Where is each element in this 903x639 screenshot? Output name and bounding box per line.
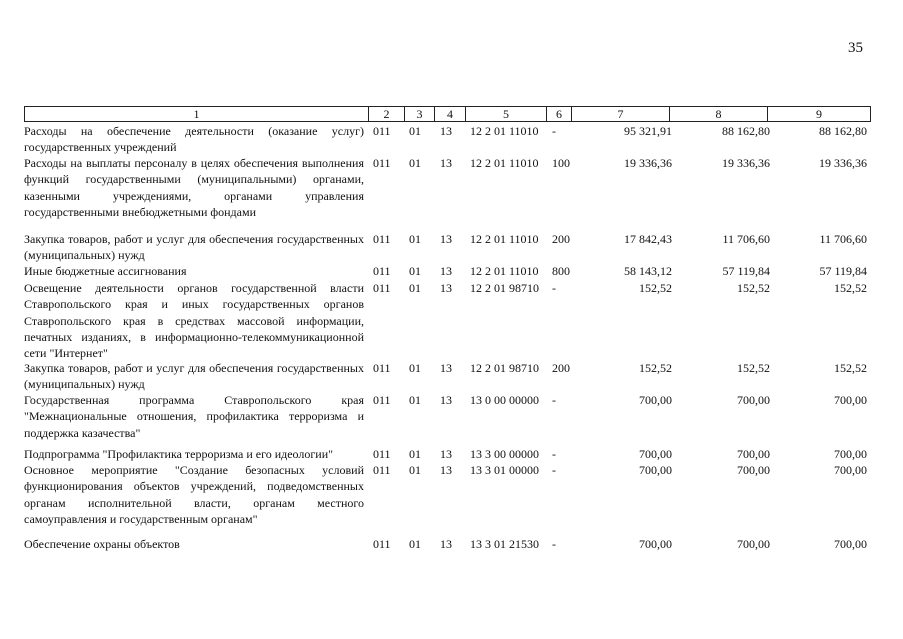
row-amount-col9: 700,00 (834, 537, 867, 551)
row-code-expense-type: 200 (552, 361, 570, 375)
column-header-1: 1 (25, 107, 369, 122)
row-amount-col9: 57 119,84 (819, 264, 867, 278)
row-name: Обеспечение охраны объектов (24, 537, 180, 551)
row-name: Расходы на выплаты персоналу в целях обеспечения выполнения функций государственными (муниципальными) органами, казенными учреждениями, органами управления государственными внебюджетными фондами (24, 156, 364, 219)
row-amount-col8: 152,52 (737, 281, 770, 295)
row-code-target: 12 2 01 11010 (470, 124, 539, 138)
row-code-target: 13 3 00 00000 (470, 447, 539, 461)
row-name: Подпрограмма "Профилактика терроризма и его идеологии" (24, 447, 334, 461)
row-code-section: 01 (409, 124, 421, 138)
column-header-row (24, 106, 871, 122)
row-code-expense-type: - (552, 463, 556, 477)
row-code-ministry: 011 (373, 537, 391, 551)
row-code-subsection: 13 (440, 281, 452, 295)
column-header-9: 9 (768, 107, 871, 122)
row-amount-col9: 88 162,80 (819, 124, 867, 138)
row-code-ministry: 011 (373, 361, 391, 375)
row-amount-col7: 95 321,91 (624, 124, 672, 138)
row-amount-col9: 19 336,36 (819, 156, 867, 170)
row-code-expense-type: - (552, 393, 556, 407)
row-code-subsection: 13 (440, 447, 452, 461)
row-code-ministry: 011 (373, 463, 391, 477)
column-header-7: 7 (572, 107, 670, 122)
row-amount-col7: 700,00 (639, 393, 672, 407)
row-code-target: 12 2 01 98710 (470, 281, 539, 295)
row-code-subsection: 13 (440, 537, 452, 551)
row-code-expense-type: 200 (552, 232, 570, 246)
row-code-subsection: 13 (440, 232, 452, 246)
row-code-ministry: 011 (373, 393, 391, 407)
row-code-expense-type: 100 (552, 156, 570, 170)
row-amount-col7: 152,52 (639, 361, 672, 375)
row-code-ministry: 011 (373, 264, 391, 278)
row-code-target: 12 2 01 11010 (470, 264, 539, 278)
row-name: Закупка товаров, работ и услуг для обеспечения государственных (муниципальных) нужд (24, 361, 364, 392)
row-code-subsection: 13 (440, 264, 452, 278)
row-amount-col8: 152,52 (737, 361, 770, 375)
row-code-target: 13 3 01 00000 (470, 463, 539, 477)
row-code-subsection: 13 (440, 393, 452, 407)
row-amount-col9: 700,00 (834, 393, 867, 407)
row-name: Освещение деятельности органов государственной власти Ставропольского края и иных государственных органов Ставропольского края в средствах массовой информации, печатных изданиях, в информационно-телекоммуникационной сети "Интернет" (24, 281, 364, 361)
row-name: Основное мероприятие "Создание безопасных условий функционирования объектов учреждений, подведомственных органам исполнительной власти, органам местного самоуправления и государственным органам" (24, 463, 364, 526)
row-amount-col8: 700,00 (737, 447, 770, 461)
row-name: Расходы на обеспечение деятельности (оказание услуг) государственных учреждений (24, 124, 364, 155)
row-code-target: 12 2 01 11010 (470, 232, 539, 246)
row-amount-col8: 700,00 (737, 537, 770, 551)
row-code-expense-type: 800 (552, 264, 570, 278)
row-amount-col8: 88 162,80 (722, 124, 770, 138)
row-code-target: 12 2 01 11010 (470, 156, 539, 170)
row-code-subsection: 13 (440, 124, 452, 138)
column-header-5: 5 (466, 107, 547, 122)
row-code-target: 13 3 01 21530 (470, 537, 539, 551)
row-code-section: 01 (409, 361, 421, 375)
row-amount-col8: 19 336,36 (722, 156, 770, 170)
row-code-subsection: 13 (440, 463, 452, 477)
row-code-section: 01 (409, 232, 421, 246)
row-amount-col7: 700,00 (639, 463, 672, 477)
row-code-section: 01 (409, 537, 421, 551)
row-amount-col8: 700,00 (737, 393, 770, 407)
row-code-subsection: 13 (440, 156, 452, 170)
row-code-expense-type: - (552, 281, 556, 295)
row-name: Иные бюджетные ассигнования (24, 264, 187, 278)
row-code-ministry: 011 (373, 281, 391, 295)
row-code-target: 13 0 00 00000 (470, 393, 539, 407)
row-code-section: 01 (409, 281, 421, 295)
row-amount-col7: 58 143,12 (624, 264, 672, 278)
row-amount-col7: 700,00 (639, 537, 672, 551)
column-header-8: 8 (670, 107, 768, 122)
row-amount-col7: 17 842,43 (624, 232, 672, 246)
row-amount-col7: 19 336,36 (624, 156, 672, 170)
row-amount-col8: 57 119,84 (722, 264, 770, 278)
column-header-2: 2 (369, 107, 405, 122)
row-name: Закупка товаров, работ и услуг для обеспечения государственных (муниципальных) нужд (24, 232, 364, 263)
page-number: 35 (848, 40, 863, 56)
row-amount-col9: 700,00 (834, 463, 867, 477)
column-header-6: 6 (547, 107, 572, 122)
row-amount-col9: 11 706,60 (819, 232, 867, 246)
row-code-section: 01 (409, 393, 421, 407)
row-amount-col7: 152,52 (639, 281, 672, 295)
row-amount-col8: 11 706,60 (722, 232, 770, 246)
row-code-section: 01 (409, 156, 421, 170)
row-code-ministry: 011 (373, 232, 391, 246)
row-code-expense-type: - (552, 124, 556, 138)
row-code-ministry: 011 (373, 124, 391, 138)
column-header-4: 4 (435, 107, 466, 122)
row-amount-col9: 700,00 (834, 447, 867, 461)
row-amount-col9: 152,52 (834, 361, 867, 375)
column-header-3: 3 (405, 107, 435, 122)
row-code-section: 01 (409, 264, 421, 278)
row-name: Государственная программа Ставропольского края "Межнациональные отношения, профилактика терроризма и поддержка казачества" (24, 393, 364, 440)
row-code-section: 01 (409, 463, 421, 477)
row-code-ministry: 011 (373, 156, 391, 170)
row-amount-col7: 700,00 (639, 447, 672, 461)
row-code-ministry: 011 (373, 447, 391, 461)
row-code-target: 12 2 01 98710 (470, 361, 539, 375)
row-code-section: 01 (409, 447, 421, 461)
row-amount-col9: 152,52 (834, 281, 867, 295)
row-code-expense-type: - (552, 537, 556, 551)
row-code-subsection: 13 (440, 361, 452, 375)
row-code-expense-type: - (552, 447, 556, 461)
row-amount-col8: 700,00 (737, 463, 770, 477)
